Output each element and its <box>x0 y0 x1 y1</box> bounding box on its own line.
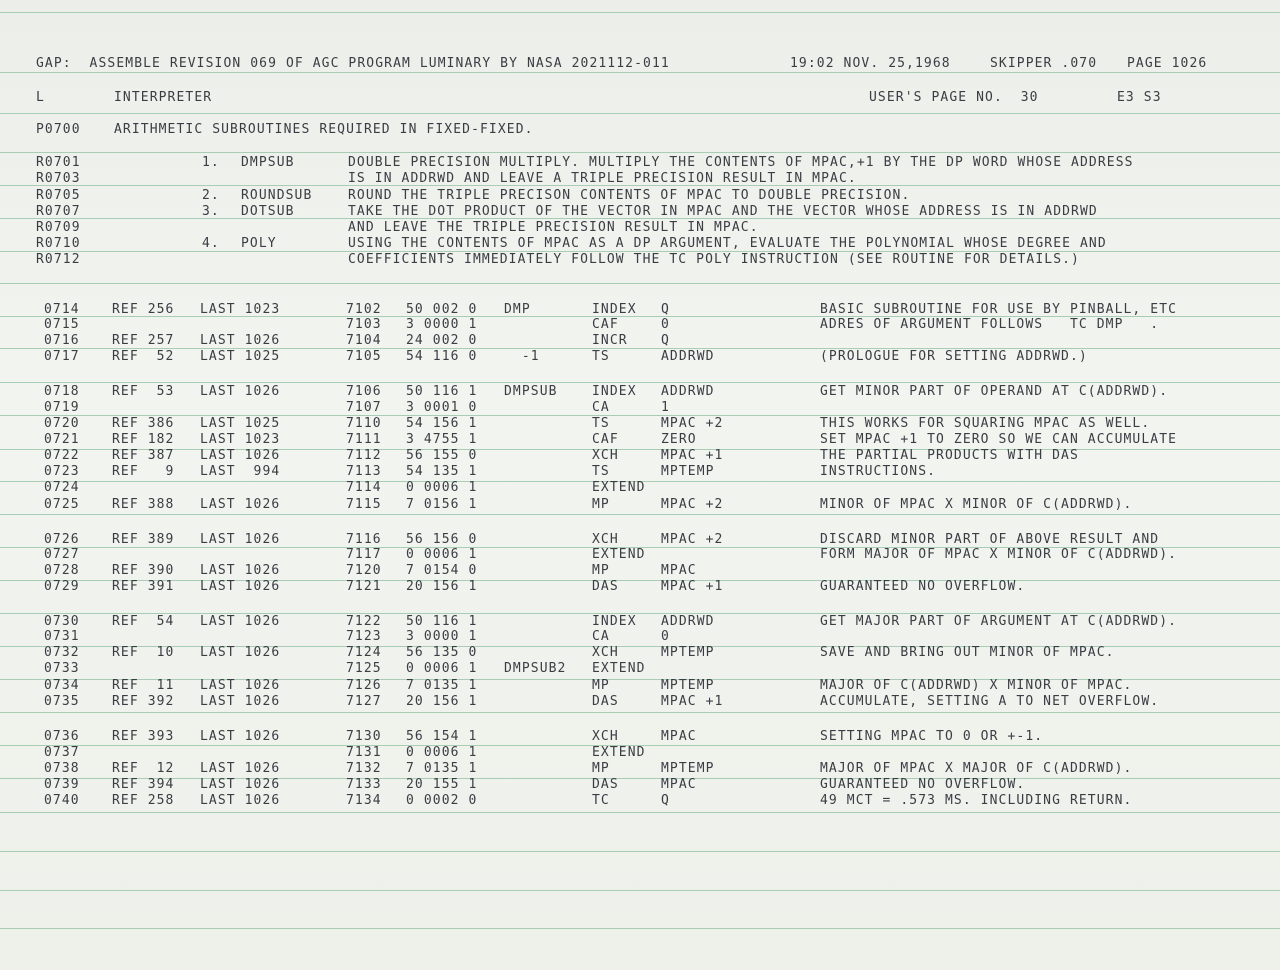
address-field: 7120 <box>346 563 382 578</box>
octal-word: 0 0002 0 <box>406 793 478 808</box>
remark-text: COEFFICIENTS IMMEDIATELY FOLLOW THE TC POLY INSTRUCTION (SEE ROUTINE FOR DETAILS.) <box>348 252 1080 267</box>
code-line <box>0 693 1280 710</box>
code-line <box>0 546 1280 563</box>
last-field: LAST 1026 <box>200 532 281 547</box>
address-field: 7112 <box>346 448 382 463</box>
comment-text: MAJOR OF MPAC X MAJOR OF C(ADDRWD). <box>820 761 1133 776</box>
opcode: CA <box>592 629 610 644</box>
code-line <box>0 399 1280 416</box>
opcode: INCR <box>592 333 628 348</box>
operand-field: MPTEMP <box>661 761 715 776</box>
octal-word: 0 0006 1 <box>406 661 478 676</box>
line-number: 0730 <box>44 614 80 629</box>
remark-id: R0705 <box>36 188 81 203</box>
address-field: 7125 <box>346 661 382 676</box>
line-number: 0732 <box>44 645 80 660</box>
octal-word: 3 0000 1 <box>406 317 478 332</box>
remark-id: P0700 <box>36 122 81 137</box>
opcode: EXTEND <box>592 480 646 495</box>
ref-field: REF 387 <box>112 448 175 463</box>
address-field: 7110 <box>346 416 382 431</box>
address-field: 7126 <box>346 678 382 693</box>
line-number: 0720 <box>44 416 80 431</box>
opcode: MP <box>592 678 610 693</box>
operand-field: MPTEMP <box>661 645 715 660</box>
line-number: 0731 <box>44 629 80 644</box>
code-line <box>0 628 1280 645</box>
octal-word: 50 002 0 <box>406 302 478 317</box>
comment-text: ADRES OF ARGUMENT FOLLOWS TC DMP . <box>820 317 1160 332</box>
remark-routine-name: DMPSUB <box>241 155 295 170</box>
ref-field: REF 53 <box>112 384 175 399</box>
opcode: MP <box>592 497 610 512</box>
line-number: 0723 <box>44 464 80 479</box>
code-line <box>0 383 1280 400</box>
line-number: 0737 <box>44 745 80 760</box>
header-type: L <box>36 90 45 105</box>
header-timestamp: 19:02 NOV. 25,1968 <box>790 56 951 71</box>
form-rule <box>0 812 1280 813</box>
operand-field: MPAC +1 <box>661 694 724 709</box>
comment-text: 49 MCT = .573 MS. INCLUDING RETURN. <box>820 793 1133 808</box>
opcode: EXTEND <box>592 745 646 760</box>
comment-text: GET MAJOR PART OF ARGUMENT AT C(ADDRWD). <box>820 614 1178 629</box>
line-number: 0728 <box>44 563 80 578</box>
ref-field: REF 54 <box>112 614 175 629</box>
operand-field: ZERO <box>661 432 697 447</box>
code-line <box>0 644 1280 661</box>
line-number: 0740 <box>44 793 80 808</box>
address-field: 7104 <box>346 333 382 348</box>
line-number: 0725 <box>44 497 80 512</box>
octal-word: 20 156 1 <box>406 579 478 594</box>
opcode: TC <box>592 793 610 808</box>
opcode: INDEX <box>592 302 637 317</box>
comment-text: INSTRUCTIONS. <box>820 464 937 479</box>
ref-field: REF 256 <box>112 302 175 317</box>
last-field: LAST 1026 <box>200 694 281 709</box>
octal-word: 56 156 0 <box>406 532 478 547</box>
statement-label: DMPSUB2 <box>504 661 567 676</box>
ref-field: REF 257 <box>112 333 175 348</box>
remark-text: ARITHMETIC SUBROUTINES REQUIRED IN FIXED-FIXED. <box>114 122 534 137</box>
header-line-1 <box>0 55 1280 72</box>
operand-field: MPAC <box>661 563 697 578</box>
address-field: 7123 <box>346 629 382 644</box>
operand-field: MPAC +2 <box>661 416 724 431</box>
ref-field: REF 52 <box>112 349 175 364</box>
last-field: LAST 1026 <box>200 645 281 660</box>
line-number: 0733 <box>44 661 80 676</box>
ref-field: REF 394 <box>112 777 175 792</box>
comment-text: GUARANTEED NO OVERFLOW. <box>820 777 1026 792</box>
address-field: 7113 <box>346 464 382 479</box>
last-field: LAST 1026 <box>200 497 281 512</box>
opcode: DAS <box>592 777 619 792</box>
comment-text: BASIC SUBROUTINE FOR USE BY PINBALL, ETC <box>820 302 1178 317</box>
ref-field: REF 389 <box>112 532 175 547</box>
last-field: LAST 1026 <box>200 384 281 399</box>
last-field: LAST 1023 <box>200 302 281 317</box>
line-number: 0722 <box>44 448 80 463</box>
comment-text: THIS WORKS FOR SQUARING MPAC AS WELL. <box>820 416 1151 431</box>
ref-field: REF 258 <box>112 793 175 808</box>
octal-word: 56 155 0 <box>406 448 478 463</box>
address-field: 7134 <box>346 793 382 808</box>
remark-number: 1. <box>202 155 220 170</box>
address-field: 7124 <box>346 645 382 660</box>
line-number: 0729 <box>44 579 80 594</box>
header-title: GAP: ASSEMBLE REVISION 069 OF AGC PROGRAM LUMINARY BY NASA 2021112-011 <box>36 56 670 71</box>
line-number: 0717 <box>44 349 80 364</box>
operand-field: MPAC +2 <box>661 497 724 512</box>
address-field: 7103 <box>346 317 382 332</box>
remark-id: R0701 <box>36 155 81 170</box>
remark-number: 4. <box>202 236 220 251</box>
ref-field: REF 390 <box>112 563 175 578</box>
address-field: 7130 <box>346 729 382 744</box>
last-field: LAST 994 <box>200 464 281 479</box>
ref-field: REF 386 <box>112 416 175 431</box>
statement-label: DMP <box>504 302 531 317</box>
remark-line <box>0 170 1280 187</box>
remark-routine-name: POLY <box>241 236 277 251</box>
comment-text: MINOR OF MPAC X MINOR OF C(ADDRWD). <box>820 497 1133 512</box>
octal-word: 54 116 0 <box>406 349 478 364</box>
line-number: 0735 <box>44 694 80 709</box>
code-line <box>0 677 1280 694</box>
form-rule <box>0 890 1280 891</box>
comment-text: (PROLOGUE FOR SETTING ADDRWD.) <box>820 349 1088 364</box>
ref-field: REF 388 <box>112 497 175 512</box>
remark-line <box>0 121 1280 138</box>
address-field: 7114 <box>346 480 382 495</box>
address-field: 7121 <box>346 579 382 594</box>
last-field: LAST 1025 <box>200 349 281 364</box>
form-rule <box>0 851 1280 852</box>
octal-word: 7 0135 1 <box>406 761 478 776</box>
code-line <box>0 447 1280 464</box>
octal-word: 0 0006 1 <box>406 745 478 760</box>
address-field: 7131 <box>346 745 382 760</box>
remark-id: R0703 <box>36 171 81 186</box>
line-number: 0716 <box>44 333 80 348</box>
octal-word: 20 156 1 <box>406 694 478 709</box>
remark-id: R0710 <box>36 236 81 251</box>
header-skipper: SKIPPER .070 <box>990 56 1098 71</box>
statement-label: DMPSUB <box>504 384 558 399</box>
operand-field: MPAC +2 <box>661 532 724 547</box>
remark-id: R0709 <box>36 220 81 235</box>
header-code: E3 S3 <box>1117 90 1162 105</box>
ref-field: REF 10 <box>112 645 175 660</box>
line-number: 0726 <box>44 532 80 547</box>
last-field: LAST 1026 <box>200 678 281 693</box>
opcode: MP <box>592 761 610 776</box>
address-field: 7127 <box>346 694 382 709</box>
code-line <box>0 348 1280 365</box>
line-number: 0724 <box>44 480 80 495</box>
remark-line <box>0 154 1280 171</box>
opcode: CAF <box>592 317 619 332</box>
header-line-2 <box>0 89 1280 106</box>
operand-field: MPTEMP <box>661 464 715 479</box>
operand-field: 1 <box>661 400 670 415</box>
opcode: TS <box>592 349 610 364</box>
header-section: INTERPRETER <box>114 90 213 105</box>
remark-text: TAKE THE DOT PRODUCT OF THE VECTOR IN MPAC AND THE VECTOR WHOSE ADDRESS IS IN ADDRWD <box>348 204 1098 219</box>
operand-field: ADDRWD <box>661 614 715 629</box>
line-number: 0721 <box>44 432 80 447</box>
octal-word: 0 0006 1 <box>406 480 478 495</box>
opcode: DAS <box>592 694 619 709</box>
octal-word: 54 156 1 <box>406 416 478 431</box>
octal-word: 56 154 1 <box>406 729 478 744</box>
code-line <box>0 415 1280 432</box>
last-field: LAST 1026 <box>200 729 281 744</box>
statement-label: -1 <box>504 349 540 364</box>
address-field: 7116 <box>346 532 382 547</box>
last-field: LAST 1023 <box>200 432 281 447</box>
ref-field: REF 12 <box>112 761 175 776</box>
operand-field: ADDRWD <box>661 349 715 364</box>
opcode: XCH <box>592 532 619 547</box>
remark-line <box>0 251 1280 268</box>
octal-word: 7 0135 1 <box>406 678 478 693</box>
code-line <box>0 776 1280 793</box>
last-field: LAST 1026 <box>200 579 281 594</box>
code-line <box>0 431 1280 448</box>
opcode: CA <box>592 400 610 415</box>
operand-field: 0 <box>661 317 670 332</box>
remark-routine-name: ROUNDSUB <box>241 188 313 203</box>
remark-line <box>0 235 1280 252</box>
operand-field: MPTEMP <box>661 678 715 693</box>
address-field: 7105 <box>346 349 382 364</box>
last-field: LAST 1026 <box>200 793 281 808</box>
line-number: 0738 <box>44 761 80 776</box>
octal-word: 54 135 1 <box>406 464 478 479</box>
opcode: TS <box>592 464 610 479</box>
ref-field: REF 182 <box>112 432 175 447</box>
ref-field: REF 392 <box>112 694 175 709</box>
remark-text: USING THE CONTENTS OF MPAC AS A DP ARGUMENT, EVALUATE THE POLYNOMIAL WHOSE DEGREE AND <box>348 236 1107 251</box>
code-line <box>0 728 1280 745</box>
remark-line <box>0 203 1280 220</box>
comment-text: SAVE AND BRING OUT MINOR OF MPAC. <box>820 645 1115 660</box>
octal-word: 3 0001 0 <box>406 400 478 415</box>
form-rule <box>0 72 1280 73</box>
octal-word: 3 0000 1 <box>406 629 478 644</box>
operand-field: Q <box>661 793 670 808</box>
code-line <box>0 496 1280 513</box>
code-line <box>0 479 1280 496</box>
last-field: LAST 1026 <box>200 614 281 629</box>
remark-routine-name: DOTSUB <box>241 204 295 219</box>
ref-field: REF 391 <box>112 579 175 594</box>
comment-text: SETTING MPAC TO 0 OR +-1. <box>820 729 1044 744</box>
remark-id: R0712 <box>36 252 81 267</box>
code-line <box>0 744 1280 761</box>
opcode: MP <box>592 563 610 578</box>
remark-line <box>0 219 1280 236</box>
operand-field: MPAC <box>661 729 697 744</box>
comment-text: THE PARTIAL PRODUCTS WITH DAS <box>820 448 1079 463</box>
line-number: 0719 <box>44 400 80 415</box>
remark-number: 2. <box>202 188 220 203</box>
code-line <box>0 792 1280 809</box>
operand-field: 0 <box>661 629 670 644</box>
operand-field: MPAC +1 <box>661 579 724 594</box>
opcode: DAS <box>592 579 619 594</box>
remark-id: R0707 <box>36 204 81 219</box>
octal-word: 3 4755 1 <box>406 432 478 447</box>
code-line <box>0 562 1280 579</box>
address-field: 7102 <box>346 302 382 317</box>
operand-field: MPAC <box>661 777 697 792</box>
opcode: XCH <box>592 729 619 744</box>
form-rule <box>0 514 1280 515</box>
form-rule <box>0 152 1280 153</box>
code-line <box>0 463 1280 480</box>
form-rule <box>0 113 1280 114</box>
octal-word: 0 0006 1 <box>406 547 478 562</box>
form-rule <box>0 12 1280 13</box>
operand-field: ADDRWD <box>661 384 715 399</box>
comment-text: GET MINOR PART OF OPERAND AT C(ADDRWD). <box>820 384 1169 399</box>
address-field: 7117 <box>346 547 382 562</box>
comment-text: GUARANTEED NO OVERFLOW. <box>820 579 1026 594</box>
comment-text: ACCUMULATE, SETTING A TO NET OVERFLOW. <box>820 694 1160 709</box>
code-line <box>0 578 1280 595</box>
address-field: 7106 <box>346 384 382 399</box>
operand-field: Q <box>661 302 670 317</box>
opcode: XCH <box>592 448 619 463</box>
opcode: EXTEND <box>592 661 646 676</box>
last-field: LAST 1026 <box>200 777 281 792</box>
comment-text: DISCARD MINOR PART OF ABOVE RESULT AND <box>820 532 1160 547</box>
code-line <box>0 316 1280 333</box>
octal-word: 24 002 0 <box>406 333 478 348</box>
remark-text: DOUBLE PRECISION MULTIPLY. MULTIPLY THE CONTENTS OF MPAC,+1 BY THE DP WORD WHOSE ADDRESS <box>348 155 1134 170</box>
form-rule <box>0 283 1280 284</box>
form-rule <box>0 928 1280 929</box>
last-field: LAST 1026 <box>200 333 281 348</box>
ref-field: REF 9 <box>112 464 175 479</box>
remark-text: ROUND THE TRIPLE PRECISON CONTENTS OF MPAC TO DOUBLE PRECISION. <box>348 188 911 203</box>
header-page-number: PAGE 1026 <box>1127 56 1208 71</box>
ref-field: REF 393 <box>112 729 175 744</box>
ref-field: REF 11 <box>112 678 175 693</box>
line-number: 0718 <box>44 384 80 399</box>
code-line <box>0 760 1280 777</box>
form-rule <box>0 712 1280 713</box>
opcode: INDEX <box>592 384 637 399</box>
last-field: LAST 1026 <box>200 761 281 776</box>
last-field: LAST 1025 <box>200 416 281 431</box>
line-number: 0739 <box>44 777 80 792</box>
address-field: 7107 <box>346 400 382 415</box>
operand-field: Q <box>661 333 670 348</box>
remark-line <box>0 187 1280 204</box>
octal-word: 50 116 1 <box>406 384 478 399</box>
code-line <box>0 332 1280 349</box>
address-field: 7133 <box>346 777 382 792</box>
opcode: EXTEND <box>592 547 646 562</box>
address-field: 7122 <box>346 614 382 629</box>
remark-number: 3. <box>202 204 220 219</box>
comment-text: SET MPAC +1 TO ZERO SO WE CAN ACCUMULATE <box>820 432 1178 447</box>
line-number: 0736 <box>44 729 80 744</box>
operand-field: MPAC +1 <box>661 448 724 463</box>
opcode: CAF <box>592 432 619 447</box>
code-line <box>0 660 1280 677</box>
line-number: 0727 <box>44 547 80 562</box>
octal-word: 7 0154 0 <box>406 563 478 578</box>
address-field: 7115 <box>346 497 382 512</box>
comment-text: FORM MAJOR OF MPAC X MINOR OF C(ADDRWD). <box>820 547 1178 562</box>
octal-word: 50 116 1 <box>406 614 478 629</box>
line-number: 0734 <box>44 678 80 693</box>
address-field: 7111 <box>346 432 382 447</box>
address-field: 7132 <box>346 761 382 776</box>
remark-text: IS IN ADDRWD AND LEAVE A TRIPLE PRECISION RESULT IN MPAC. <box>348 171 857 186</box>
opcode: INDEX <box>592 614 637 629</box>
opcode: TS <box>592 416 610 431</box>
octal-word: 56 135 0 <box>406 645 478 660</box>
comment-text: MAJOR OF C(ADDRWD) X MINOR OF MPAC. <box>820 678 1133 693</box>
octal-word: 20 155 1 <box>406 777 478 792</box>
header-users-page: USER'S PAGE NO. 30 <box>869 90 1039 105</box>
remark-text: AND LEAVE THE TRIPLE PRECISION RESULT IN MPAC. <box>348 220 759 235</box>
last-field: LAST 1026 <box>200 448 281 463</box>
octal-word: 7 0156 1 <box>406 497 478 512</box>
last-field: LAST 1026 <box>200 563 281 578</box>
line-number: 0714 <box>44 302 80 317</box>
opcode: XCH <box>592 645 619 660</box>
line-number: 0715 <box>44 317 80 332</box>
